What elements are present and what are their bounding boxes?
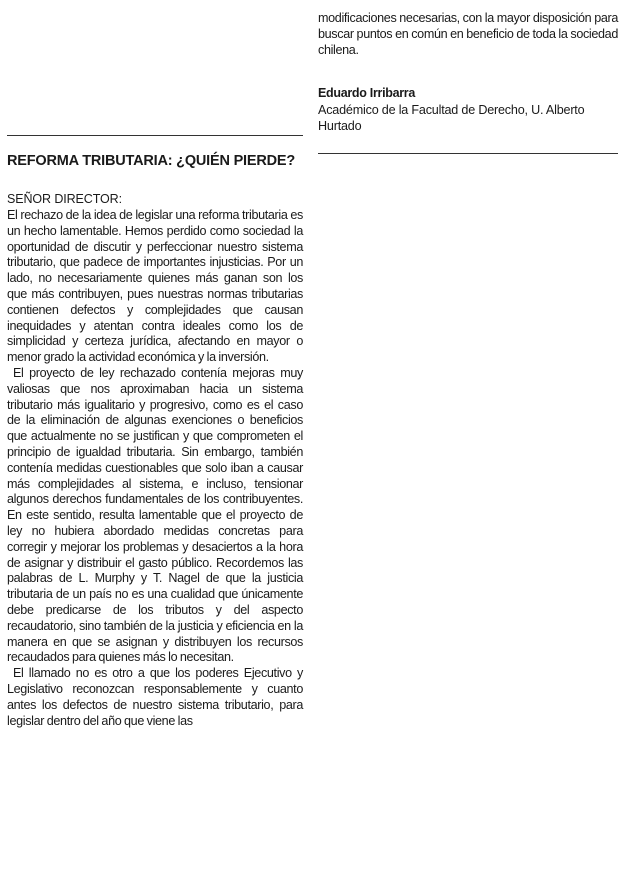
letter-body	[7, 208, 303, 729]
letter-paragraph: El llamado no es otro a que los poderes Ejecutivo y Legislativo reconozcan responsablemente y cuanto antes los defectos de nuestro sistema tributario, para legislar dentro del año que viene las	[7, 666, 303, 728]
author-role: Académico de la Facultad de Derecho, U. Alberto Hurtado	[318, 103, 585, 133]
letter-salutation: SEÑOR DIRECTOR:	[7, 192, 122, 206]
letter-headline: REFORMA TRIBUTARIA: ¿QUIÉN PIERDE?	[7, 153, 296, 169]
author-name: Eduardo Irribarra	[318, 86, 416, 100]
letter-continuation: modificaciones necesarias, con la mayor disposición para buscar puntos en común en beneficio de toda la sociedad chilena.	[318, 11, 618, 57]
end-divider	[318, 153, 618, 154]
letter-paragraph: El proyecto de ley rechazado contenía mejoras muy valiosas que nos aproximaban hacia un sistema tributario más igualitario y progresivo, como es el caso de la eliminación de algunas exenciones o beneficios que actualmente no se justifican y que comprometen el principio de igualdad tributaria. Sin embargo, también contenía medidas cuestionables que solo iban a causar más complejidades al sistema, e incluso, tensionar algunos derechos fundamentales de los contribuyentes. En este sentido, resulta lamentable que el proyecto de ley no hubiera abordado medidas concretas para corregir y mejorar los problemas y desaciertos a la hora de asignar y distribuir el gasto público. Recordemos las palabras de L. Murphy y T. Nagel de que la justicia tributaria de un país no es una cualidad que únicamente debe predicarse de los tributos y del aspecto recaudatorio, sino también de la justicia y eficiencia en la manera en que se asignan y distribuyen los recursos recaudados para quienes más lo necesitan.	[7, 365, 303, 665]
letter-paragraph: El rechazo de la idea de legislar una reforma tributaria es un hecho lamentable. Hemos perdido como sociedad la oportunidad de discutir y perfeccionar nuestro sistema tributario, que padece de importantes injusticias. Por un lado, no necesariamente quienes más ganan son los que más contribuyen, pues nuestras normas tributarias contienen defectos y complejidades que causan inequidades y atentan contra ideales como los de simplicidad y certeza jurídica, afectando en mayor o menor grado la actividad económica y la inversión.	[7, 208, 303, 365]
section-divider	[7, 135, 303, 136]
